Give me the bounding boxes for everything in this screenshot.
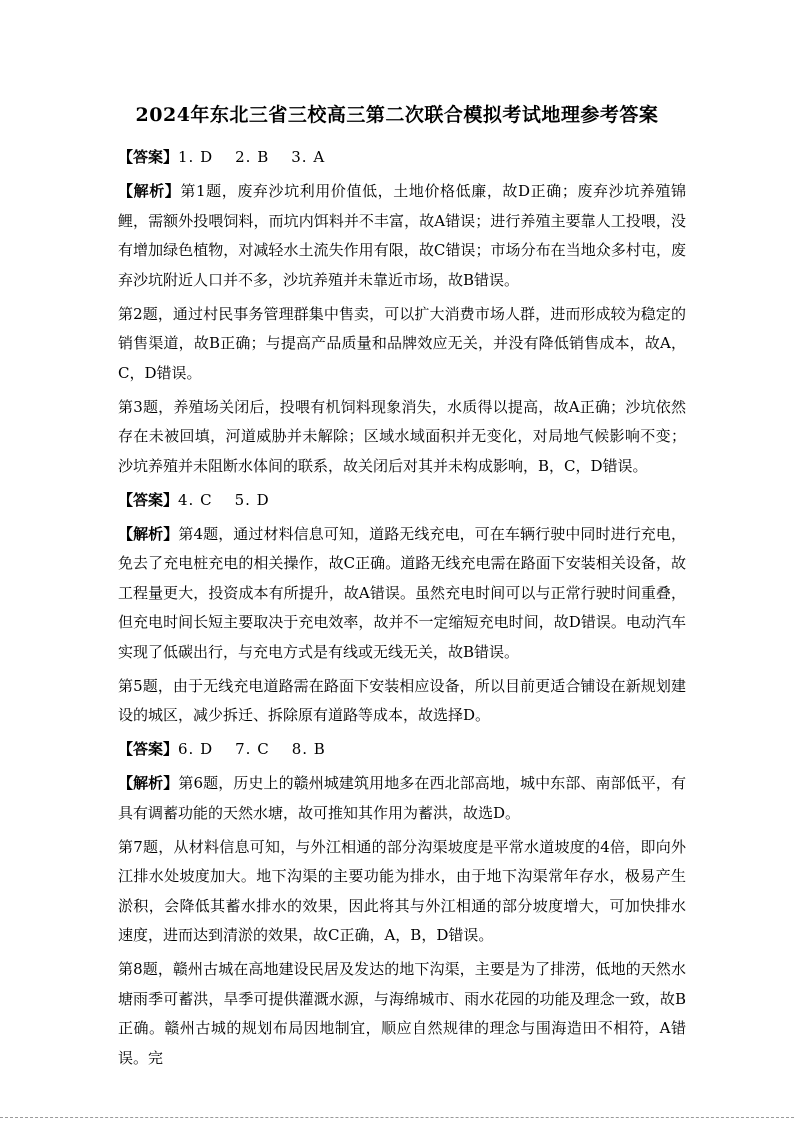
- answer-line: [118, 486, 686, 516]
- analysis-paragraph: [118, 520, 686, 668]
- analysis-label: 【解析】: [118, 182, 181, 200]
- answer-item: 7. C: [235, 740, 270, 758]
- answer-item: 5. D: [234, 490, 270, 509]
- document-body: [118, 143, 686, 1078]
- analysis-label: 【解析】: [118, 774, 179, 792]
- analysis-paragraph: [118, 955, 686, 1073]
- analysis-text: 第7题，从材料信息可知，与外江相通的部分沟渠坡度是平常水道坡度的4倍，即向外江排水处坡度加大。地下沟渠的主要功能为排水，由于地下沟渠常年存水，极易产生淤积，会降低其蓄水排水的效果，因此将其与外江相通的部分坡度增大，可加快排水速度，进而达到清淤的效果，故C正确，A，B，D错误。: [118, 837, 686, 944]
- analysis-paragraph: [118, 177, 686, 295]
- answer-label: 【答案】: [118, 740, 179, 758]
- analysis-paragraph: [118, 300, 686, 389]
- answer-item: 1. D: [178, 148, 214, 166]
- analysis-paragraph: [118, 672, 686, 731]
- answer-item: 3. A: [291, 148, 326, 166]
- answer-line: [118, 143, 686, 173]
- analysis-paragraph: [118, 769, 686, 828]
- analysis-text: 第8题，赣州古城在高地建设民居及发达的地下沟渠，主要是为了排涝，低地的天然水塘雨季可蓄洪，旱季可提供灌溉水源，与海绵城市、雨水花园的功能及理念一致，故B正确。赣州古城的规划布局因地制宜，顺应自然规律的理念与围海造田不相符，A错误。完: [118, 960, 686, 1067]
- analysis-text: 第4题，通过材料信息可知，道路无线充电，可在车辆行驶中同时进行充电，免去了充电桩充电的相关操作，故C正确。道路无线充电需在路面下安装相关设备，故工程量更大，投资成本有所提升，故A错误。虽然充电时间可以与正常行驶时间重叠，但充电时间长短主要取决于充电效率，故并不一定缩短充电时间，故D错误。电动汽车实现了低碳出行，与充电方式是有线或无线无关，故B错误。: [118, 524, 686, 661]
- answer-item: 4. C: [178, 490, 213, 509]
- analysis-text: 第3题，养殖场关闭后，投喂有机饲料现象消失，水质得以提高，故A正确；沙坑依然存在未被回填，河道威胁并未解除；区域水域面积并无变化，对局地气候影响不变；沙坑养殖并未阻断水体间的联系，故关闭后对其并未构成影响，B，C，D错误。: [118, 397, 686, 475]
- analysis-text: 第2题，通过村民事务管理群集中售卖，可以扩大消费市场人群，进而形成较为稳定的销售渠道，故B正确；与提高产品质量和品牌效应无关，并没有降低销售成本，故A，C，D错误。: [118, 304, 686, 382]
- answer-line: [118, 735, 686, 765]
- analysis-paragraph: [118, 393, 686, 482]
- answer-label: 【答案】: [118, 490, 179, 509]
- answer-item: 6. D: [178, 740, 214, 758]
- answer-item: 8. B: [291, 740, 326, 758]
- page-bottom-divider: [0, 1117, 794, 1118]
- analysis-text: 第6题，历史上的赣州城建筑用地多在西北部高地，城中东部、南部低平，有具有调蓄功能的天然水塘，故可推知其作用为蓄洪，故选D。: [118, 774, 686, 822]
- analysis-label: 【解析】: [118, 524, 179, 543]
- document-title: 2024年东北三省三校高三第二次联合模拟考试地理参考答案: [135, 104, 659, 126]
- answer-item: 2. B: [235, 148, 270, 166]
- analysis-text: 第1题，废弃沙坑利用价值低，土地价格低廉，故D正确；废弃沙坑养殖锦鲤，需额外投喂饲料，而坑内饵料并不丰富，故A错误；进行养殖主要靠人工投喂，没有增加绿色植物，对减轻水土流失作用有限，故C错误；市场分布在当地众多村屯，废弃沙坑附近人口并不多，沙坑养殖并未靠近市场，故B错误。: [118, 182, 686, 289]
- analysis-text: 第5题，由于无线充电道路需在路面下安装相应设备，所以目前更适合铺设在新规划建设的城区，减少拆迁、拆除原有道路等成本，故选择D。: [118, 676, 686, 724]
- answer-label: 【答案】: [118, 148, 179, 166]
- analysis-paragraph: [118, 833, 686, 951]
